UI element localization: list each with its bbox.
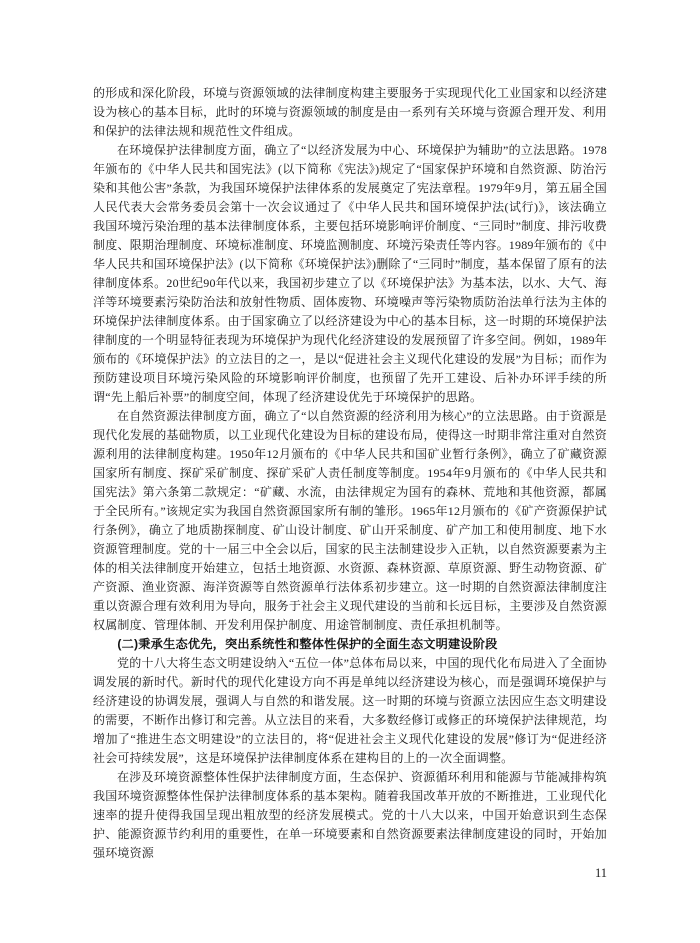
paragraph-holistic-protection: 在涉及环境资源整体性保护法律制度方面，生态保护、资源循环利用和能源与节能减排构筑我国环境资源整体性保护法律制度体系的基本架构。随着我国改革开放的不断推进，工业现代化速率的提升使得我国呈现出粗放型的经济发展模式。党的十八大以来，中国开始意识到生态保护、能源资源节约利用的重要性，在单一环境要素和自然资源要素法律制度建设的同时，开始加强环境资源 — [93, 770, 607, 860]
page-number: 11 — [594, 866, 607, 880]
page-body-text — [93, 84, 607, 863]
paragraph-environment-law: 在环境保护法律制度方面，确立了“以经济发展为中心、环境保护为辅助”的立法思路。1978年颁布的《中华人民共和国宪法》(以下简称《宪法》)规定了“国家保护环境和自然资源、防治污染和其他公害”条款，为我国环境保护法律体系的发展奠定了宪法章程。1979年9月，第五届全国人民代表大会常务委员会第十一次会议通过了《中华人民共和国环境保护法(试行)》，该法确立我国环境污染治理的基本法律制度体系，主要包括环境影响评价制度、“三同时”制度、排污收费制度、限期治理制度、环境标准制度、环境监测制度、环境污染责任等内容。1989年颁布的《中华人民共和国环境保护法》(以下简称《环境保护法》)删除了“三同时”制度，基本保留了原有的法律制度体系。20世纪90年代以来，我国初步建立了以《环境保护法》为基本法，以水、大气、海洋等环境要素污染防治法和放射性物质、固体废物、环境噪声等污染物质防治法单行法为主体的环境保护法律制度体系。由于国家确立了以经济建设为中心的基本目标，这一时期的环境保护法律制度的一个明显特征表现为环境保护为现代化经济建设的发展预留了许多空间。例如，1989年颁布的《环境保护法》的立法目的之一，是以“促进社会主义现代化建设的发展”为目标；而作为预防建设项目环境污染风险的环境影响评价制度，也预留了先开工建设、后补办环评手续的所谓“先上船后补票”的制度空间，体现了经济建设优先于环境保护的思路。 — [93, 143, 607, 404]
section-heading: (二)秉承生态优先，突出系统性和整体性保护的全面生态文明建设阶段 — [117, 637, 498, 651]
paragraph-eco-civilization: 党的十八大将生态文明建设纳入“五位一体”总体布局以来，中国的现代化布局进入了全面协调发展的新时代。新时代的现代化建设方向不再是单纯以经济建设为核心，而是强调环境保护与经济建设的协调发展，强调人与自然的和谐发展。这一时期的环境与资源立法因应生态文明建设的需要，不断作出修订和完善。从立法目的来看，大多数经修订或修正的环境保护法律规范，均增加了“推进生态文明建设”的立法目的，将“促进社会主义现代化建设的发展”修订为“促进经济社会可持续发展”，这是环境保护法律制度体系在建构目的上的一次全面调整。 — [93, 656, 607, 765]
paragraph-continuation: 的形成和深化阶段，环境与资源领域的法律制度构建主要服务于实现现代化工业国家和以经济建设为核心的基本目标，此时的环境与资源领域的制度是由一系列有关环境与资源合理开发、利用和保护的法律法规和规范性文件组成。 — [93, 86, 607, 138]
paragraph-natural-resources-law: 在自然资源法律制度方面，确立了“以自然资源的经济利用为核心”的立法思路。由于资源是现代化发展的基础物质，以工业现代化建设为目标的建设布局，使得这一时期非常注重对自然资源利用的法律制度构建。1950年12月颁布的《中华人民共和国矿业暂行条例》，确立了矿藏资源国家所有制度、探矿采矿制度、探矿采矿人责任制度等制度。1954年9月颁布的《中华人民共和国宪法》第六条第二款规定：“矿藏、水流，由法律规定为国有的森林、荒地和其他资源，都属于全民所有。”该规定实为我国自然资源国家所有制的雏形。1965年12月颁布的《矿产资源保护试行条例》，确立了地质勘探制度、矿山设计制度、矿山开采制度、矿产加工和使用制度、地下水资源管理制度。党的十一届三中全会以后，国家的民主法制建设步入正轨，以自然资源要素为主体的相关法律制度开始建立，包括土地资源、水资源、森林资源、草原资源、野生动物资源、矿产资源、渔业资源、海洋资源等自然资源单行法体系初步建立。这一时期的自然资源法律制度注重以资源合理有效利用为导向，服务于社会主义现代建设的当前和长远目标，主要涉及自然资源权属制度、管理体制、开发利用保护制度、用途管制制度、责任承担机制等。 — [93, 409, 607, 632]
